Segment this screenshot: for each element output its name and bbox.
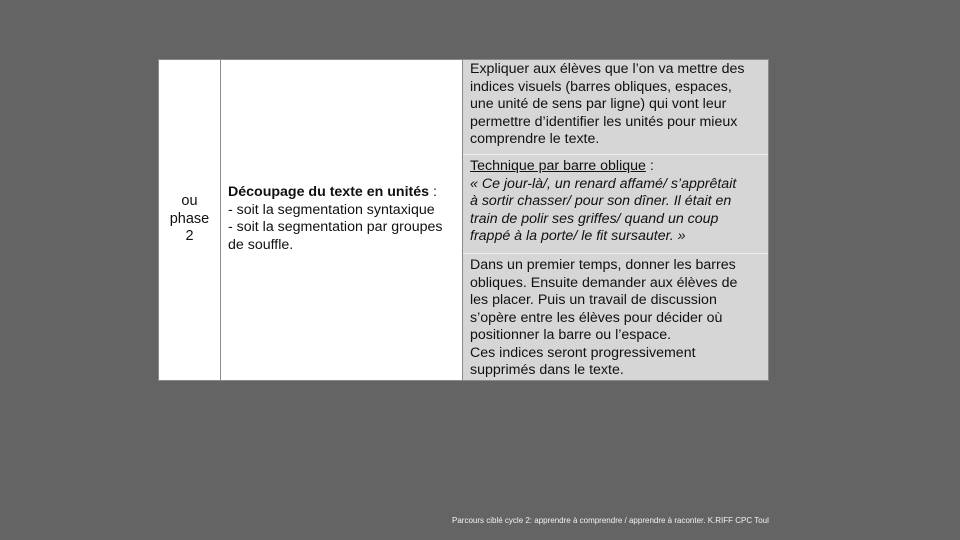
technique-colon: : xyxy=(645,158,654,174)
activity-title-cell xyxy=(221,60,463,380)
activity-title-line: - soit la segmentation syntaxique xyxy=(228,201,435,218)
example-line: train de polir ses griffes/ quand un coup xyxy=(470,210,719,227)
description-line: obliques. Ensuite demander aux élèves de xyxy=(470,274,738,291)
description-cell xyxy=(463,60,768,380)
activity-title-colon: : xyxy=(429,184,437,200)
phase-line: phase xyxy=(169,210,210,227)
activity-title-bold: Découpage du texte en unités xyxy=(228,184,430,200)
description-line: Ces indices seront progressivement xyxy=(470,344,696,361)
activity-title-line: - soit la segmentation par groupes xyxy=(228,219,443,235)
example-line: « Ce jour-là/, un renard affamé/ s’apprêtait xyxy=(470,175,737,192)
description-line: positionner la barre ou l’espace. xyxy=(470,327,672,343)
description-paragraph-procedure xyxy=(470,257,766,380)
phase-cell xyxy=(159,60,221,380)
row-stripe xyxy=(463,253,768,254)
activity-title-line: de souffle. xyxy=(228,236,294,253)
row-stripe xyxy=(463,154,768,155)
description-paragraph-intro xyxy=(470,61,766,149)
table-screenshot xyxy=(158,59,769,381)
description-line: une unité de sens par ligne) qui vont leur xyxy=(470,96,727,112)
slide-footer: Parcours ciblé cycle 2: apprendre à comprendre / apprendre à raconter. K.RIFF CPC Toul xyxy=(452,516,769,525)
description-line: les placer. Puis un travail de discussion xyxy=(470,292,717,308)
description-line: permettre d’identifier les unités pour mieux xyxy=(470,113,738,130)
description-line: Dans un premier temps, donner les barres xyxy=(470,257,736,273)
description-line: comprendre le texte. xyxy=(470,131,600,147)
activity-title xyxy=(228,184,458,254)
phase-label xyxy=(159,193,220,246)
example-line: à sortir chasser/ pour son dîner. Il était en xyxy=(470,193,732,209)
technique-label: Technique par barre oblique xyxy=(470,158,646,174)
example-line: frappé à la porte/ le fit sursauter. » xyxy=(470,228,686,244)
phase-line: 2 xyxy=(185,228,194,244)
description-line: indices visuels (barres obliques, espaces, xyxy=(470,78,732,95)
phase-line: ou xyxy=(181,193,198,209)
description-line: Expliquer aux élèves que l’on va mettre des xyxy=(470,61,745,77)
description-line: s’opère entre les élèves pour décider où xyxy=(470,309,723,326)
description-paragraph-technique xyxy=(470,158,766,246)
description-line: supprimés dans le texte. xyxy=(470,362,624,378)
